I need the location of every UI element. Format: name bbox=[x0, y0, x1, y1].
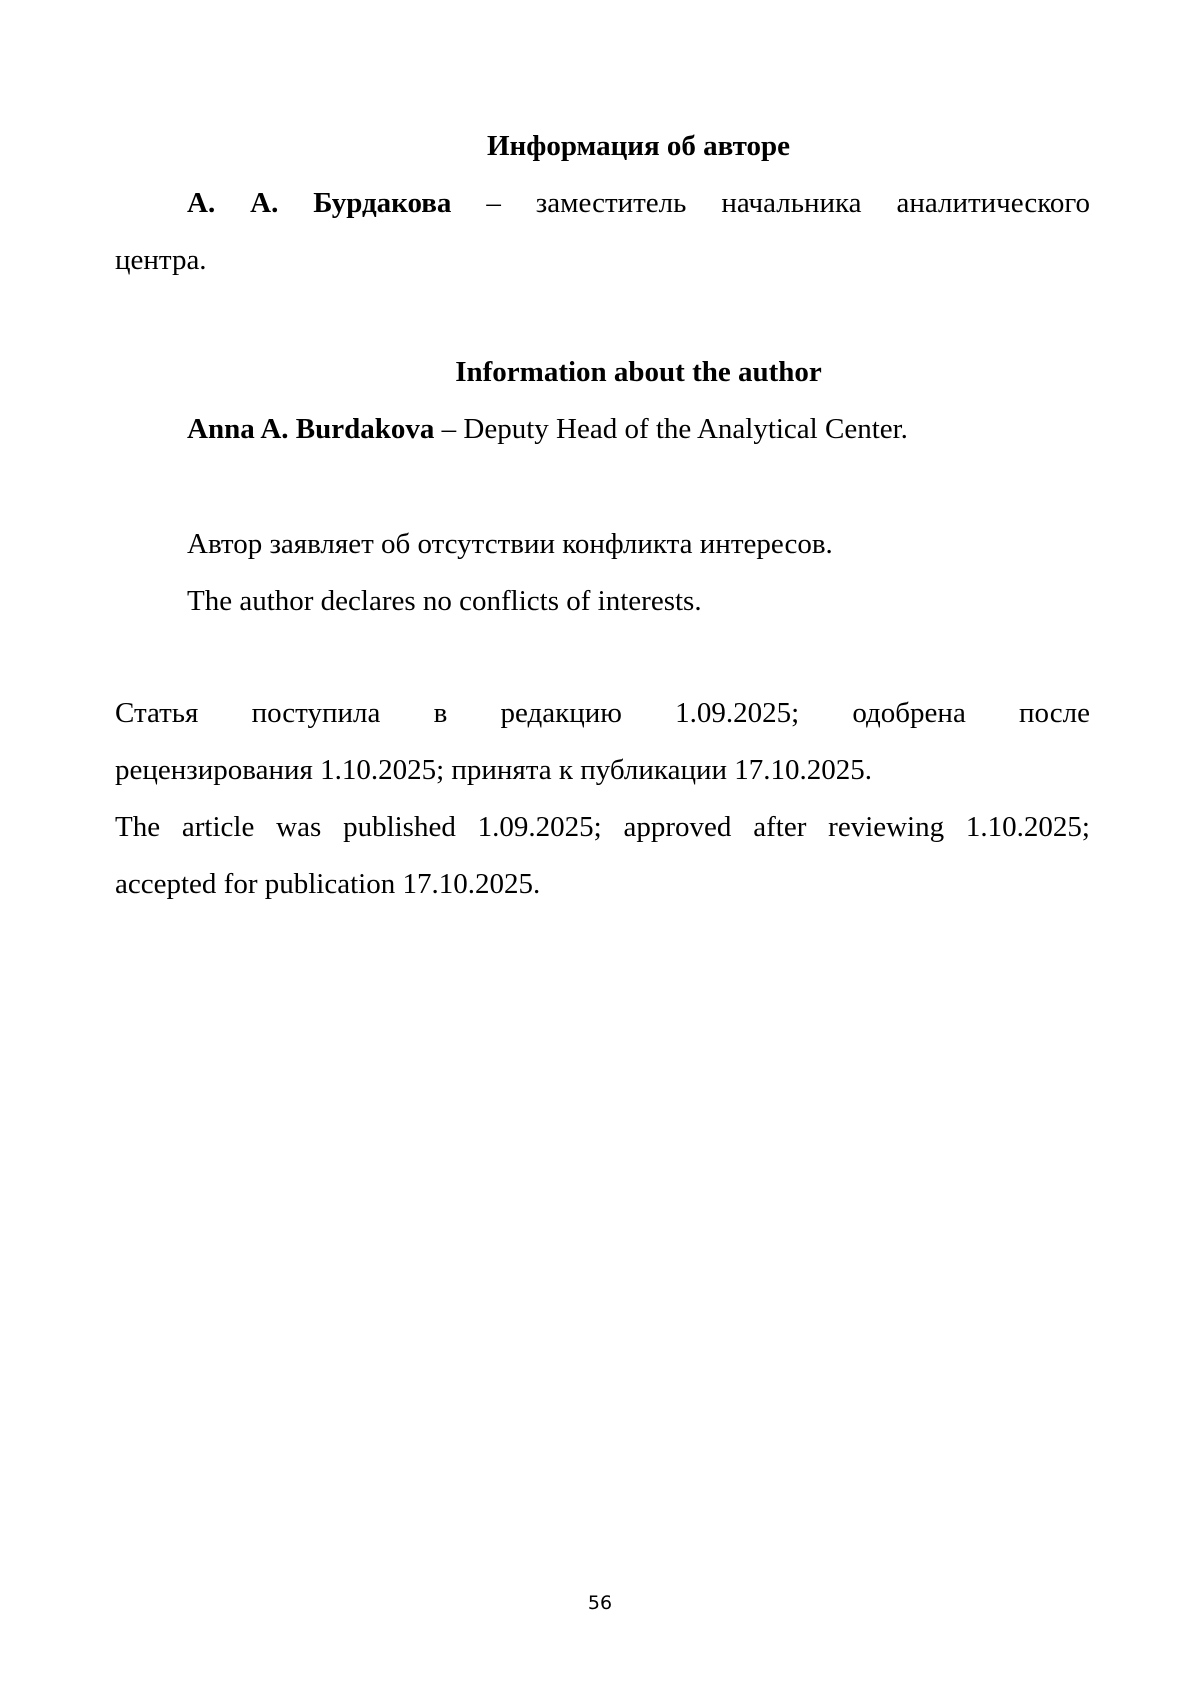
ru-author-line bbox=[115, 175, 1090, 232]
dates-en-line-2: accepted for publication 17.10.2025. bbox=[115, 868, 541, 900]
en-author-name: Anna A. Burdakova bbox=[187, 413, 435, 445]
ru-author-role: – заместитель начальника аналитического bbox=[486, 187, 1090, 219]
section-spacer bbox=[115, 630, 1090, 685]
page-number: 56 bbox=[587, 1592, 613, 1614]
en-author-heading: Information about the author bbox=[455, 356, 822, 388]
ru-author-heading: Информация об авторе bbox=[487, 130, 790, 162]
dates-en-line-1: The article was published 1.09.2025; approved after reviewing 1.10.2025; bbox=[115, 811, 1090, 843]
conflict-statement-en: The author declares no conflicts of interests. bbox=[187, 585, 702, 617]
en-author-role: – Deputy Head of the Analytical Center. bbox=[434, 413, 908, 445]
conflict-statement-ru: Автор заявляет об отсутствии конфликта интересов. bbox=[187, 528, 833, 560]
section-spacer bbox=[115, 458, 1090, 516]
ru-author-role-continued: центра. bbox=[115, 244, 207, 276]
ru-author-name: А. А. Бурдакова bbox=[187, 187, 452, 219]
en-author-line bbox=[115, 401, 1090, 458]
dates-ru-line-2: рецензирования 1.10.2025; принята к публикации 17.10.2025. bbox=[115, 754, 873, 786]
dates-ru-line-1: Статья поступила в редакцию 1.09.2025; одобрена после bbox=[115, 697, 1090, 729]
page-content bbox=[115, 118, 1090, 913]
section-spacer bbox=[115, 289, 1090, 344]
